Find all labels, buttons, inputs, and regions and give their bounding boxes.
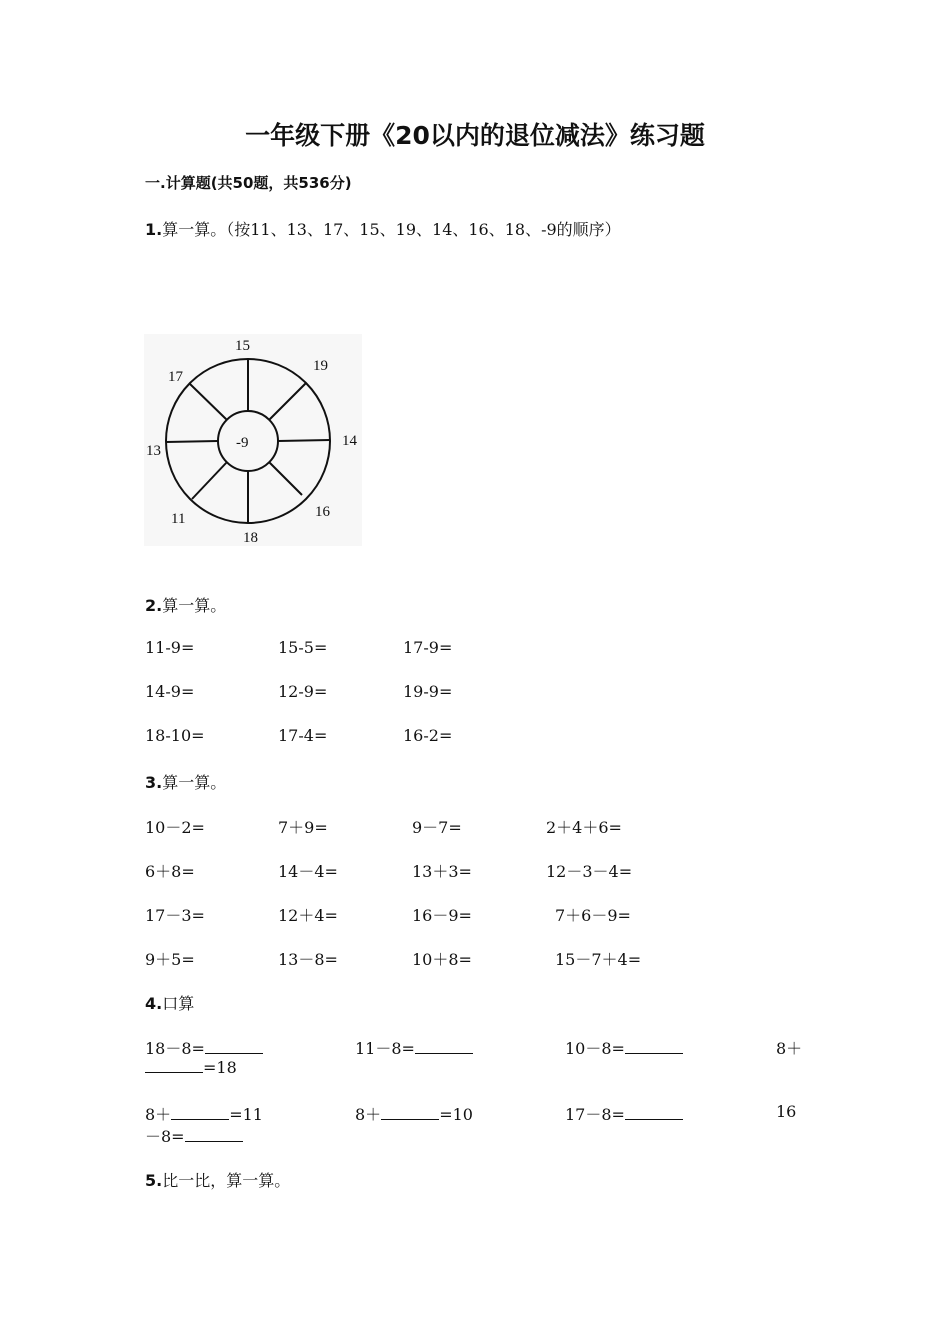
- question-3: [145, 770, 226, 793]
- math-problem: 14-9=: [145, 682, 195, 701]
- math-problem: 11-9=: [145, 638, 195, 657]
- number-wheel-figure: [144, 334, 362, 546]
- page-title: 一年级下册《20以内的退位减法》练习题: [245, 121, 705, 150]
- fill-in-problem-start: 8＋: [776, 1039, 803, 1058]
- fill-in-problem: 18－8=: [145, 1036, 263, 1059]
- math-problem: 9－7=: [412, 818, 462, 837]
- wheel-number: 16: [315, 504, 330, 520]
- math-problem: 10＋8=: [412, 950, 472, 969]
- math-problem: 17-4=: [278, 726, 328, 745]
- question-text: 算一算。（按11、13、17、15、19、14、16、18、-9的顺序）: [162, 220, 621, 239]
- question-text: 比一比，算一算。: [162, 1171, 291, 1190]
- question-4: [145, 991, 194, 1014]
- wheel-number: 15: [235, 338, 250, 354]
- math-problem: 7＋9=: [278, 818, 328, 837]
- math-problem: 10－2=: [145, 818, 205, 837]
- math-problem: 15-5=: [278, 638, 328, 657]
- math-problem: 6＋8=: [145, 862, 195, 881]
- math-problem: 9＋5=: [145, 950, 195, 969]
- question-text: 算一算。: [162, 773, 227, 792]
- wheel-center-label: -9: [236, 435, 249, 451]
- fill-in-problem: 11－8=: [355, 1036, 473, 1059]
- question-number: 2.: [145, 596, 163, 615]
- math-problem: 12－3－4=: [546, 862, 633, 881]
- math-problem: 2＋4＋6=: [546, 818, 622, 837]
- fill-in-problem: 8＋ =11: [145, 1105, 263, 1124]
- fill-in-problem: 8＋ =10: [355, 1105, 473, 1124]
- math-problem: 16-2=: [403, 726, 453, 745]
- fill-in-problem-start: 16: [776, 1102, 797, 1121]
- question-number: 4.: [145, 994, 163, 1013]
- math-problem: 19-9=: [403, 682, 453, 701]
- question-2: [145, 593, 226, 616]
- math-problem: 17-9=: [403, 638, 453, 657]
- question-number: 3.: [145, 773, 163, 792]
- question-text: 算一算。: [162, 596, 227, 615]
- fill-in-problem-end: =18: [145, 1058, 237, 1077]
- answer-blank[interactable]: [171, 1105, 229, 1120]
- wheel-number: 18: [243, 530, 258, 546]
- answer-blank[interactable]: [205, 1039, 263, 1054]
- answer-blank[interactable]: [415, 1039, 473, 1054]
- math-problem: 13－8=: [278, 950, 338, 969]
- wheel-number: 11: [171, 511, 186, 527]
- question-text: 口算: [162, 994, 195, 1013]
- question-1: [145, 217, 621, 240]
- fill-in-problem: 17－8=: [565, 1102, 683, 1125]
- section-heading: 一.计算题(共50题，共536分): [145, 174, 352, 192]
- math-problem: 7＋6－9=: [555, 906, 631, 925]
- math-problem: 17－3=: [145, 906, 205, 925]
- fill-in-problem: 10－8=: [565, 1036, 683, 1059]
- wheel-number: 17: [168, 369, 183, 385]
- question-5: [145, 1168, 290, 1191]
- math-problem: 12-9=: [278, 682, 328, 701]
- answer-blank[interactable]: [381, 1105, 439, 1120]
- math-problem: 14－4=: [278, 862, 338, 881]
- wheel-number: 14: [342, 433, 357, 449]
- math-problem: 16－9=: [412, 906, 472, 925]
- math-problem: 13＋3=: [412, 862, 472, 881]
- fill-in-problem-end: －8=: [145, 1124, 243, 1147]
- math-problem: 12＋4=: [278, 906, 338, 925]
- question-number: 5.: [145, 1171, 163, 1190]
- wheel-number: 19: [313, 358, 328, 374]
- answer-blank[interactable]: [625, 1105, 683, 1120]
- math-problem: 15－7＋4=: [555, 950, 642, 969]
- math-problem: 18-10=: [145, 726, 205, 745]
- wheel-number: 13: [146, 443, 161, 459]
- answer-blank[interactable]: [145, 1058, 203, 1073]
- answer-blank[interactable]: [625, 1039, 683, 1054]
- question-number: 1.: [145, 220, 163, 239]
- answer-blank[interactable]: [185, 1127, 243, 1142]
